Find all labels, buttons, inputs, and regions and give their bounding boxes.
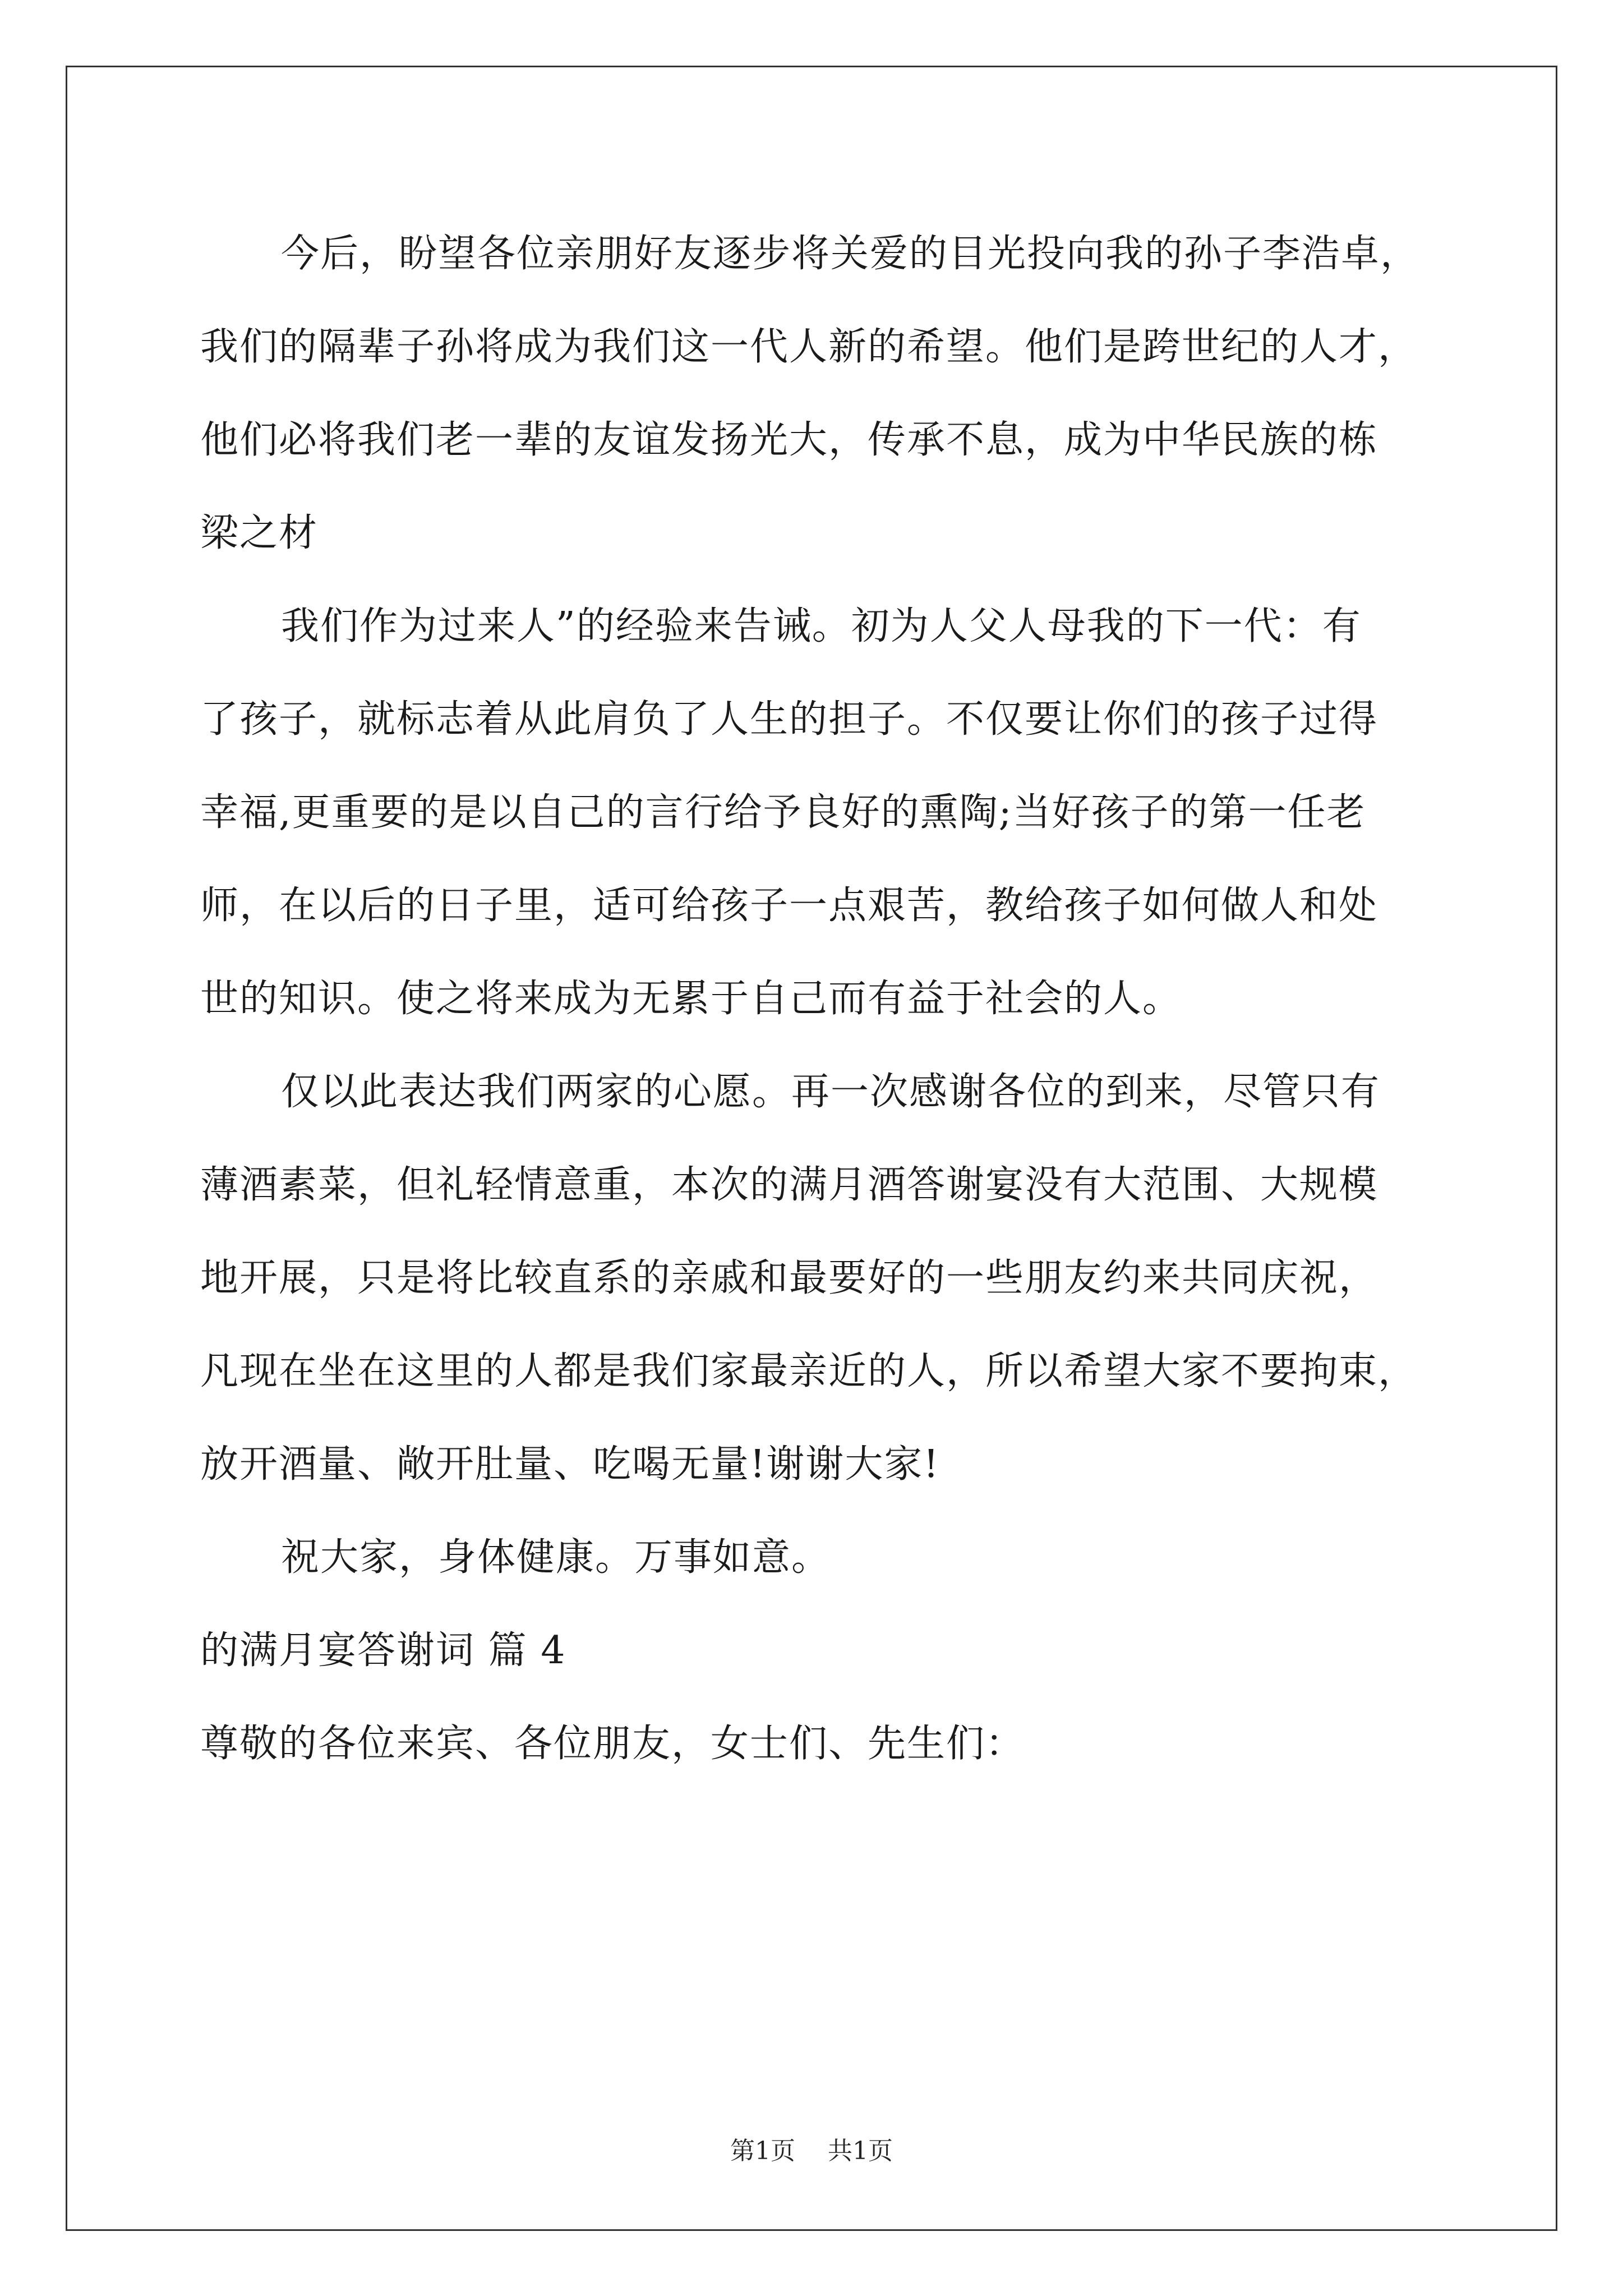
section-heading — [200, 1604, 1462, 1697]
salutation-text: 尊敬的各位来宾、各位朋友，女士们、先生们： — [200, 1722, 1025, 1766]
text-line: 祝大家，身体健康。万事如意。 — [281, 1535, 831, 1580]
text-line: 幸福,更重要的是以自己的言行给予良好的熏陶;当好孩子的第一任老 — [200, 790, 1366, 835]
paragraph-3 — [200, 1046, 1462, 1511]
paragraph-2 — [200, 580, 1462, 1046]
heading-text: 的满月宴答谢词 篇 4 — [200, 1628, 566, 1673]
text-line: 凡现在坐在这里的人都是我们家最亲近的人，所以希望大家不要拘束， — [200, 1349, 1418, 1393]
paragraph-1 — [200, 208, 1462, 580]
text-line: 地开展，只是将比较直系的亲戚和最要好的一些朋友约来共同庆祝， — [200, 1256, 1378, 1300]
text-line: 我们作为过来人”的经验来告诫。初为人父人母我的下一代：有 — [281, 604, 1362, 648]
text-line: 薄酒素菜，但礼轻情意重，本次的满月酒答谢宴没有大范围、大规模 — [200, 1163, 1378, 1207]
salutation — [200, 1697, 1462, 1791]
text-line: 师，在以后的日子里，适可给孩子一点艰苦，教给孩子如何做人和处 — [200, 884, 1378, 928]
text-line: 了孩子，就标志着从此肩负了人生的担子。不仅要让你们的孩子过得 — [200, 697, 1378, 742]
text-line: 仅以此表达我们两家的心愿。再一次感谢各位的到来，尽管只有 — [281, 1070, 1381, 1114]
page-footer — [0, 2134, 1623, 2168]
text-line: 世的知识。使之将来成为无累于自己而有益于社会的人。 — [200, 977, 1182, 1021]
page-total: 共1页 — [828, 2137, 893, 2165]
document-body — [200, 208, 1462, 1791]
text-line: 梁之材 — [200, 511, 319, 555]
text-line: 他们必将我们老一辈的友谊发扬光大，传承不息，成为中华民族的栋 — [200, 418, 1378, 462]
text-line: 放开酒量、敞开肚量、吃喝无量!谢谢大家! — [200, 1442, 940, 1487]
text-line: 今后，盼望各位亲朋好友逐步将关爱的目光投向我的孙子李浩卓， — [281, 232, 1420, 276]
page-number: 第1页 — [730, 2137, 795, 2165]
text-line: 我们的隔辈子孙将成为我们这一代人新的希望。他们是跨世纪的人才， — [200, 325, 1418, 369]
paragraph-4 — [200, 1511, 1462, 1604]
